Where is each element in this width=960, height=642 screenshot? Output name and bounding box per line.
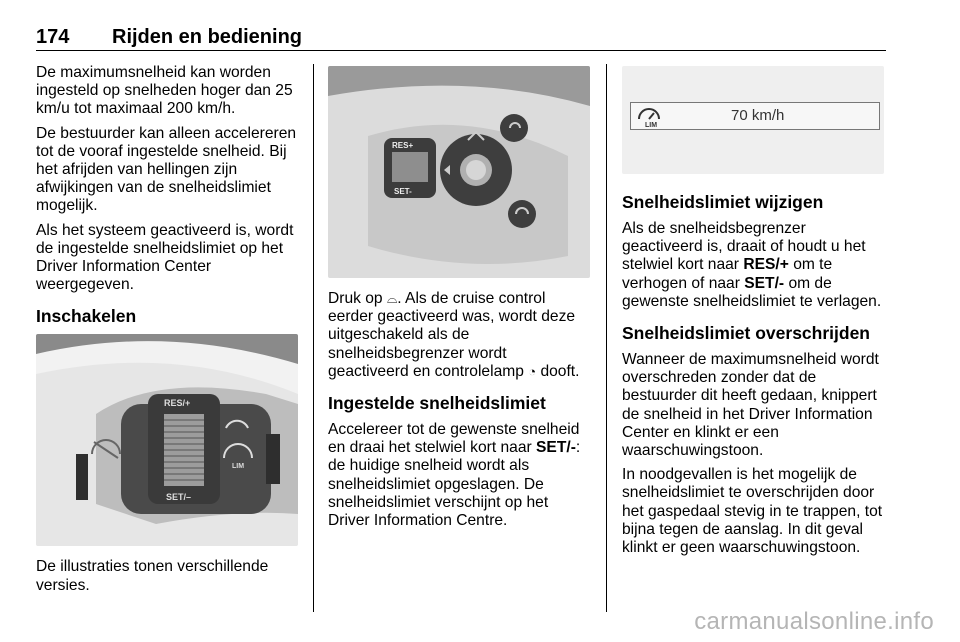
set-label: SET/– xyxy=(166,492,192,503)
steering-wheel-controls-figure-2 xyxy=(328,66,590,278)
page-header xyxy=(36,26,886,50)
page-title: Rijden en bediening xyxy=(112,26,303,48)
column-1 xyxy=(36,64,300,601)
heading-set-limit: Ingestelde snelheidslimiet xyxy=(328,393,546,414)
paragraph-max-speed: De maximumsnelheid kan worden ingesteld op snelheden hoger dan 25 km/u tot maximaal 200 km/h. xyxy=(36,64,293,118)
paragraph-emergency: In noodgevallen is het mogelijk de snelheidslimiet te overschrijden door het gaspedaal stevig in te trappen, tot bijna tegen de aanslag. In dit geval klinkt er geen waarschuwingstoon. xyxy=(622,466,883,557)
heading-exceed-limit: Snelheidslimiet overschrijden xyxy=(622,323,870,344)
paragraph-set-limit: Accelereer tot de gewenste snelheid en draai het stelwiel kort naar SET/-: de huidige snelheid wordt als snelheidslimiet opgeslagen. De snelheidslimiet verschijnt op het Driver Information Centre. xyxy=(328,421,581,530)
res-label-2: RES+ xyxy=(392,141,414,150)
heading-enable: Inschakelen xyxy=(36,306,137,327)
paragraph-accelerate: De bestuurder kan alleen accelereren tot de vooraf ingestelde snelheid. Bij het afrijden van hellingen zijn afwijkingen van de snelheidslimiet mogelijk. xyxy=(36,124,297,215)
steering-wheel-controls-figure-1 xyxy=(36,334,298,546)
column-divider-1 xyxy=(313,64,314,612)
paragraph-change-limit: Als de snelheidsbegrenzer geactiveerd is, draait of houdt u het stelwiel kort naar RES/+ om te verhogen of naar SET/- om de gewenste snelheidslimiet te verlagen. xyxy=(622,220,882,310)
display-lim-label: LIM xyxy=(645,122,658,129)
display-speed-value: 70 km/h xyxy=(731,107,785,124)
steering-wheel-illustration-1 xyxy=(36,334,298,546)
lim-label: LIM xyxy=(232,463,245,471)
dic-display-figure xyxy=(622,66,884,174)
steering-wheel-illustration-2 xyxy=(328,66,590,278)
paragraph-exceed-warning: Wanneer de maximumsnelheid wordt overschreden zonder dat de bestuurder dit heeft gedaan, knippert de snelheid in het Driver Information Center en klinkt er een waarschuwingstoon. xyxy=(622,351,879,460)
column-divider-2 xyxy=(606,64,607,612)
res-label: RES/+ xyxy=(164,398,191,409)
page-number: 174 xyxy=(36,26,70,48)
paragraph-press-button: Druk op ⌓. Als de cruise control eerder geactiveerd was, wordt deze uitgeschakeld als de snelheidsbegrenzer wordt geactiveerd en controlelamp ◔ dooft. xyxy=(328,290,580,380)
paragraph-dic-display: Als het systeem geactiveerd is, wordt de ingestelde snelheidslimiet op het Driver Information Center weergegeven. xyxy=(36,221,294,294)
column-3 xyxy=(622,64,886,563)
header-rule xyxy=(36,50,886,51)
figure-caption: De illustraties tonen verschillende versies. xyxy=(36,558,269,594)
watermark: carmanualsonline.info xyxy=(694,608,934,635)
set-label-2: SET- xyxy=(394,187,412,196)
dic-speed-limit-display xyxy=(630,102,880,130)
cruise-control-lamp-icon: ◔ xyxy=(528,363,537,379)
heading-change-limit: Snelheidslimiet wijzigen xyxy=(622,192,824,212)
speed-limiter-icon: ⌓ xyxy=(386,291,398,306)
column-2 xyxy=(328,64,590,536)
